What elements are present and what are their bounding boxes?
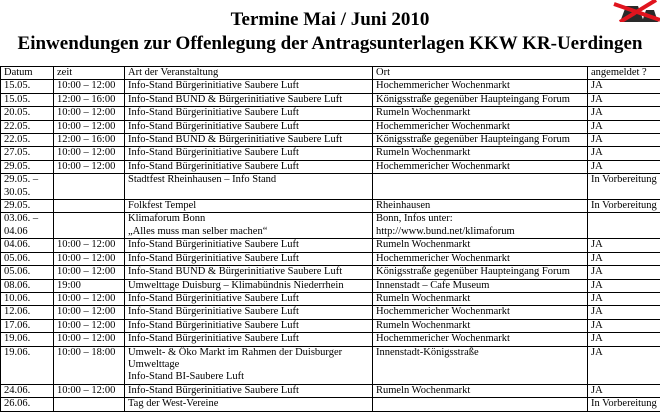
cell-angemeldet: [588, 346, 660, 384]
cell-line: JA: [591, 320, 660, 332]
table-row: [1, 319, 660, 332]
cell-ort: [373, 93, 588, 106]
cell-angemeldet: [588, 239, 660, 252]
cell-ort: [373, 384, 588, 397]
cell-line: 29.05.: [4, 200, 50, 212]
cell-angemeldet: [588, 93, 660, 106]
cell-zeit: [54, 266, 125, 279]
cell-art: [125, 107, 373, 120]
cell-art: [125, 80, 373, 93]
cell-zeit: [54, 134, 125, 147]
cell-ort: [373, 346, 588, 384]
cell-line: [57, 200, 121, 212]
cell-angemeldet: [588, 120, 660, 133]
cell-line: 12:00 – 16:00: [57, 94, 121, 106]
cell-angemeldet: [588, 80, 660, 93]
cell-art: [125, 213, 373, 239]
cell-line: 10:00 – 12:00: [57, 320, 121, 332]
cell-line: Info-Stand BUND & Bürgerinitiative Saubere Luft: [128, 94, 369, 106]
cell-art: [125, 333, 373, 346]
cell-line: Info-Stand Bürgerinitiative Saubere Luft: [128, 253, 369, 265]
cell-line: Hochemmericher Wochenmarkt: [376, 121, 584, 133]
cell-angemeldet: [588, 279, 660, 292]
cell-ort: [373, 398, 588, 411]
cell-line: 29.05. –: [4, 174, 50, 186]
cell-zeit: [54, 384, 125, 397]
cell-ort: [373, 292, 588, 305]
cell-art: [125, 292, 373, 305]
cell-zeit: [54, 239, 125, 252]
cell-datum: [1, 80, 54, 93]
cell-ort: [373, 252, 588, 265]
cell-line: 10.06.: [4, 293, 50, 305]
schedule-table: [0, 66, 660, 412]
cell-zeit: [54, 252, 125, 265]
cell-line: 17.06.: [4, 320, 50, 332]
cell-ort: [373, 266, 588, 279]
page-subtitle: Einwendungen zur Offenlegung der Antragsunterlagen KKW KR-Uerdingen: [0, 32, 660, 56]
cell-art: [125, 239, 373, 252]
cell-line: Königsstraße gegenüber Haupteingang Forum: [376, 266, 584, 278]
cell-line: 10:00 – 12:00: [57, 147, 121, 159]
table-row: [1, 306, 660, 319]
cell-line: In Vorbereitung: [591, 200, 660, 212]
cell-datum: [1, 174, 54, 200]
cell-line: [57, 174, 121, 186]
cell-line: 10:00 – 12:00: [57, 161, 121, 173]
cell-line: 10:00 – 12:00: [57, 107, 121, 119]
cell-line: Info-Stand Bürgerinitiative Saubere Luft: [128, 80, 369, 92]
cell-line: Hochemmericher Wochenmarkt: [376, 333, 584, 345]
cell-angemeldet: [588, 252, 660, 265]
column-header-ort: Ort: [373, 67, 588, 80]
cell-line: Hochemmericher Wochenmarkt: [376, 80, 584, 92]
cell-angemeldet: [588, 200, 660, 213]
cell-art: [125, 346, 373, 384]
cell-angemeldet: [588, 384, 660, 397]
cell-line: http://www.bund.net/klimaforum: [376, 226, 584, 238]
cell-line: 15.05.: [4, 80, 50, 92]
cell-art: [125, 384, 373, 397]
table-row: [1, 266, 660, 279]
table-header-row: [1, 67, 660, 80]
cell-line: [376, 398, 584, 410]
cell-line: Rumeln Wochenmarkt: [376, 147, 584, 159]
cell-line: Hochemmericher Wochenmarkt: [376, 253, 584, 265]
cell-line: 10:00 – 12:00: [57, 385, 121, 397]
cell-line: Rumeln Wochenmarkt: [376, 385, 584, 397]
cell-line: Info-Stand Bürgerinitiative Saubere Luft: [128, 385, 369, 397]
table-row: [1, 93, 660, 106]
cell-art: [125, 252, 373, 265]
cell-line: JA: [591, 161, 660, 173]
cell-ort: [373, 213, 588, 239]
cell-line: 12.06.: [4, 306, 50, 318]
cell-angemeldet: [588, 174, 660, 200]
cell-line: 22.05.: [4, 134, 50, 146]
cell-datum: [1, 266, 54, 279]
cell-line: 05.06.: [4, 266, 50, 278]
cell-art: [125, 266, 373, 279]
cell-angemeldet: [588, 134, 660, 147]
cell-line: [57, 398, 121, 410]
cell-line: Info-Stand Bürgerinitiative Saubere Luft: [128, 147, 369, 159]
table-row: [1, 292, 660, 305]
table-row: [1, 398, 660, 411]
crossed-out-nuclear-plant-logo-icon: [606, 0, 660, 22]
cell-line: JA: [591, 80, 660, 92]
cell-datum: [1, 120, 54, 133]
cell-line: JA: [591, 147, 660, 159]
cell-datum: [1, 107, 54, 120]
cell-art: [125, 279, 373, 292]
cell-ort: [373, 239, 588, 252]
cell-line: Innenstadt-Königsstraße: [376, 347, 584, 359]
cell-line: 10:00 – 18:00: [57, 347, 121, 359]
cell-datum: [1, 200, 54, 213]
cell-line: 10:00 – 12:00: [57, 306, 121, 318]
cell-zeit: [54, 398, 125, 411]
table-row: [1, 239, 660, 252]
cell-line: 26.06.: [4, 398, 50, 410]
cell-line: 24.06.: [4, 385, 50, 397]
cell-zeit: [54, 120, 125, 133]
cell-zeit: [54, 107, 125, 120]
cell-ort: [373, 134, 588, 147]
cell-zeit: [54, 306, 125, 319]
cell-line: Hochemmericher Wochenmarkt: [376, 161, 584, 173]
table-row: [1, 333, 660, 346]
cell-line: In Vorbereitung: [591, 398, 660, 410]
cell-line: JA: [591, 306, 660, 318]
cell-art: [125, 93, 373, 106]
cell-angemeldet: [588, 107, 660, 120]
cell-line: 10:00 – 12:00: [57, 239, 121, 251]
table-row: [1, 120, 660, 133]
cell-zeit: [54, 93, 125, 106]
cell-line: Stadtfest Rheinhausen – Info Stand: [128, 174, 369, 186]
cell-datum: [1, 134, 54, 147]
cell-ort: [373, 120, 588, 133]
table-row: [1, 213, 660, 239]
cell-line: JA: [591, 94, 660, 106]
cell-datum: [1, 306, 54, 319]
cell-line: [57, 213, 121, 225]
cell-line: 10:00 – 12:00: [57, 293, 121, 305]
cell-angemeldet: [588, 333, 660, 346]
table-row: [1, 174, 660, 200]
cell-ort: [373, 174, 588, 200]
cell-angemeldet: [588, 306, 660, 319]
cell-line: 04.06: [4, 226, 50, 238]
cell-line: Info-Stand Bürgerinitiative Saubere Luft: [128, 306, 369, 318]
cell-angemeldet: [588, 319, 660, 332]
cell-ort: [373, 306, 588, 319]
cell-line: „Alles muss man selber machen“: [128, 226, 369, 238]
cell-line: Innenstadt – Cafe Museum: [376, 280, 584, 292]
cell-line: Rumeln Wochenmarkt: [376, 293, 584, 305]
cell-line: 19.06.: [4, 333, 50, 345]
cell-line: Info-Stand Bürgerinitiative Saubere Luft: [128, 121, 369, 133]
page-title: Termine Mai / Juni 2010: [0, 8, 660, 32]
cell-ort: [373, 319, 588, 332]
table-row: [1, 200, 660, 213]
cell-line: Info-Stand Bürgerinitiative Saubere Luft: [128, 239, 369, 251]
cell-line: In Vorbereitung: [591, 174, 660, 186]
cell-line: Info-Stand BI-Saubere Luft: [128, 371, 369, 383]
cell-line: 29.05.: [4, 161, 50, 173]
table-row: [1, 107, 660, 120]
cell-line: Bonn, Infos unter:: [376, 213, 584, 225]
cell-line: JA: [591, 107, 660, 119]
cell-zeit: [54, 279, 125, 292]
cell-line: Info-Stand Bürgerinitiative Saubere Luft: [128, 293, 369, 305]
cell-datum: [1, 239, 54, 252]
cell-line: Klimaforum Bonn: [128, 213, 369, 225]
column-header-art: Art der Veranstaltung: [125, 67, 373, 80]
cell-ort: [373, 279, 588, 292]
cell-line: 10:00 – 12:00: [57, 333, 121, 345]
cell-line: JA: [591, 347, 660, 359]
cell-line: Königsstraße gegenüber Haupteingang Forum: [376, 94, 584, 106]
cell-line: Hochemmericher Wochenmarkt: [376, 306, 584, 318]
cell-zeit: [54, 213, 125, 239]
cell-datum: [1, 279, 54, 292]
cell-datum: [1, 398, 54, 411]
table-row: [1, 80, 660, 93]
cell-datum: [1, 319, 54, 332]
cell-line: 10:00 – 12:00: [57, 80, 121, 92]
cell-line: JA: [591, 121, 660, 133]
cell-line: Rumeln Wochenmarkt: [376, 320, 584, 332]
cell-datum: [1, 160, 54, 173]
cell-zeit: [54, 292, 125, 305]
cell-datum: [1, 346, 54, 384]
table-row: [1, 134, 660, 147]
cell-zeit: [54, 147, 125, 160]
cell-line: [591, 213, 660, 225]
cell-line: Umwelttage Duisburg – Klimabündnis Niederrhein: [128, 280, 369, 292]
column-header-zeit: zeit: [54, 67, 125, 80]
cell-zeit: [54, 80, 125, 93]
cell-line: Info-Stand Bürgerinitiative Saubere Luft: [128, 320, 369, 332]
cell-zeit: [54, 333, 125, 346]
cell-line: JA: [591, 280, 660, 292]
cell-art: [125, 306, 373, 319]
cell-line: 03.06. –: [4, 213, 50, 225]
table-row: [1, 279, 660, 292]
cell-angemeldet: [588, 266, 660, 279]
cell-datum: [1, 252, 54, 265]
cell-art: [125, 160, 373, 173]
cell-line: Rumeln Wochenmarkt: [376, 239, 584, 251]
column-header-angemeldet: angemeldet ?: [588, 67, 660, 80]
table-row: [1, 346, 660, 384]
table-row: [1, 147, 660, 160]
cell-ort: [373, 107, 588, 120]
cell-datum: [1, 384, 54, 397]
cell-line: Rheinhausen: [376, 200, 584, 212]
cell-datum: [1, 213, 54, 239]
cell-line: Tag der West-Vereine: [128, 398, 369, 410]
cell-art: [125, 398, 373, 411]
cell-line: Umwelt- & Öko Markt im Rahmen der Duisburger: [128, 347, 369, 359]
cell-zeit: [54, 319, 125, 332]
cell-line: Info-Stand Bürgerinitiative Saubere Luft: [128, 333, 369, 345]
cell-ort: [373, 147, 588, 160]
cell-line: 05.06.: [4, 253, 50, 265]
cell-line: 10:00 – 12:00: [57, 121, 121, 133]
cell-line: 15.05.: [4, 94, 50, 106]
cell-line: Info-Stand BUND & Bürgerinitiative Saubere Luft: [128, 134, 369, 146]
cell-art: [125, 174, 373, 200]
cell-line: 12:00 – 16:00: [57, 134, 121, 146]
cell-line: Info-Stand Bürgerinitiative Saubere Luft: [128, 161, 369, 173]
cell-line: Info-Stand BUND & Bürgerinitiative Saubere Luft: [128, 266, 369, 278]
cell-zeit: [54, 160, 125, 173]
cell-line: 19.06.: [4, 347, 50, 359]
cell-ort: [373, 200, 588, 213]
cell-angemeldet: [588, 213, 660, 239]
cell-line: 20.05.: [4, 107, 50, 119]
cell-art: [125, 134, 373, 147]
cell-line: Rumeln Wochenmarkt: [376, 107, 584, 119]
cell-zeit: [54, 174, 125, 200]
cell-angemeldet: [588, 398, 660, 411]
cell-art: [125, 319, 373, 332]
cell-line: Umwelttage: [128, 359, 369, 371]
cell-line: 19:00: [57, 280, 121, 292]
cell-line: JA: [591, 385, 660, 397]
cell-line: Info-Stand Bürgerinitiative Saubere Luft: [128, 107, 369, 119]
cell-line: JA: [591, 253, 660, 265]
cell-line: 10:00 – 12:00: [57, 253, 121, 265]
cell-angemeldet: [588, 160, 660, 173]
cell-line: JA: [591, 239, 660, 251]
cell-angemeldet: [588, 292, 660, 305]
cell-line: JA: [591, 266, 660, 278]
cell-line: JA: [591, 134, 660, 146]
cell-line: JA: [591, 333, 660, 345]
cell-line: Folkfest Tempel: [128, 200, 369, 212]
cell-line: 27.05.: [4, 147, 50, 159]
cell-line: 30.05.: [4, 187, 50, 199]
table-row: [1, 252, 660, 265]
cell-ort: [373, 333, 588, 346]
cell-line: 22.05.: [4, 121, 50, 133]
page-header: [0, 8, 660, 56]
table-row: [1, 384, 660, 397]
cell-line: Königsstraße gegenüber Haupteingang Forum: [376, 134, 584, 146]
column-header-datum: Datum: [1, 67, 54, 80]
cell-zeit: [54, 346, 125, 384]
cell-datum: [1, 333, 54, 346]
cell-datum: [1, 147, 54, 160]
cell-line: 08.06.: [4, 280, 50, 292]
cell-zeit: [54, 200, 125, 213]
cell-datum: [1, 93, 54, 106]
schedule-rows: [1, 80, 660, 411]
cell-datum: [1, 292, 54, 305]
cell-line: [376, 174, 584, 186]
cell-angemeldet: [588, 147, 660, 160]
cell-ort: [373, 80, 588, 93]
cell-art: [125, 120, 373, 133]
cell-ort: [373, 160, 588, 173]
cell-line: 10:00 – 12:00: [57, 266, 121, 278]
table-row: [1, 160, 660, 173]
cell-art: [125, 147, 373, 160]
cell-art: [125, 200, 373, 213]
cell-line: 04.06.: [4, 239, 50, 251]
cell-line: JA: [591, 293, 660, 305]
